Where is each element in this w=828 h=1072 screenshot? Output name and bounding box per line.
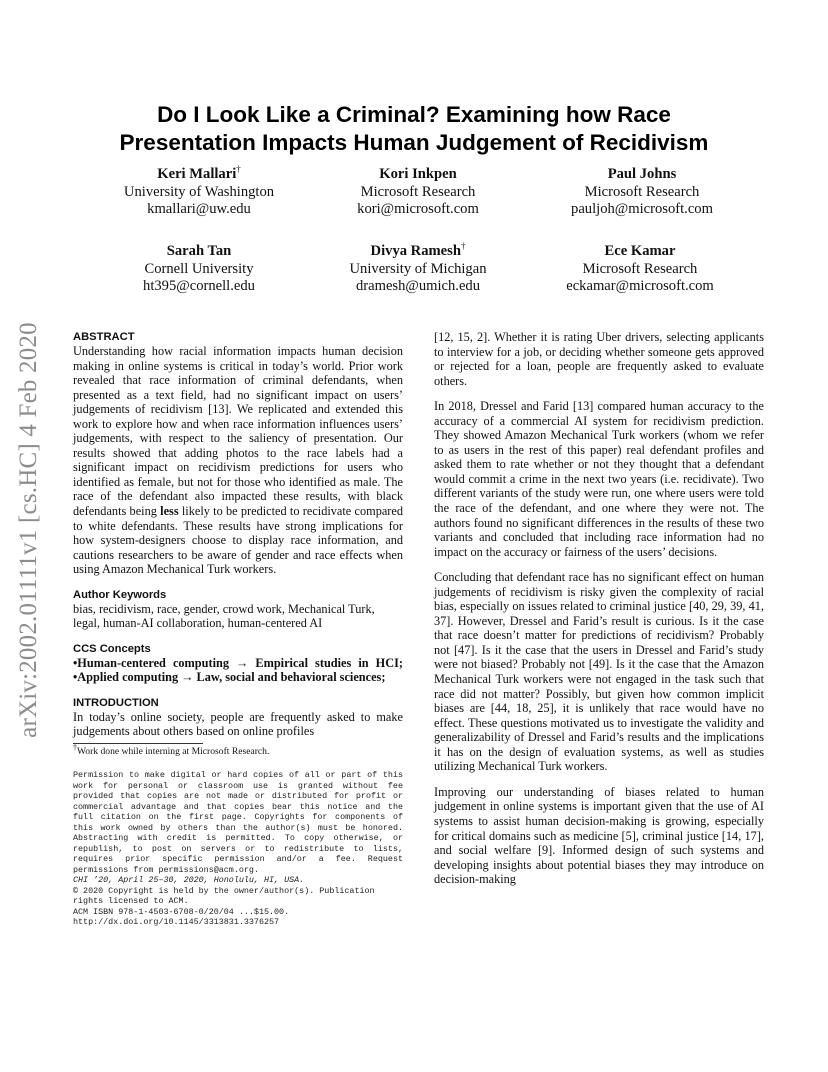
- permission-text: Permission to make digital or hard copies of all or part of this work for personal or classroom use is granted without fee provided that copies are not made or distributed for profit or commercial advantage and that copies bear this notice and the full citation on the first page. Copyrights for components of this work owned by others than the author(s) must be honored. Abstracting with credit is permitted. To copy otherwise, or republish, to post on servers or to redistribute to lists, requires prior specific permission and/or a fee. Request permissions from permissions@acm.org.: [73, 770, 403, 875]
- author-affiliation: Microsoft Research: [582, 260, 698, 277]
- footnote-divider: [73, 743, 203, 744]
- body-paragraph: In 2018, Dressel and Farid [13] compared human accuracy to the accuracy of a commercial AI system for recidivism prediction. They showed Amazon Mechanical Turk workers (whom we refer to as users in the rest of this paper) real defendant profiles and asked them to rate whether or not they thought that a defendant would commit a crime in the next two years (i.e. recidivate). Two different variants of the study were run, one where users were told the race of the defendant, and one where they were not. The authors found no significant differences in the results of these two variants and concluded that including race information had no impact on the accuracy or fairness of the users’ decisions.: [434, 399, 764, 559]
- body-paragraph: [12, 15, 2]. Whether it is rating Uber drivers, selecting applicants to interview for a job, or deciding whether someone gets approved or rejected for a loan, people are frequently asked to evaluate others.: [434, 330, 764, 388]
- author-name: Divya Ramesh: [370, 243, 461, 259]
- author-block: [520, 243, 760, 296]
- author-name: Sarah Tan: [166, 243, 232, 259]
- copyright-text: © 2020 Copyright is held by the owner/author(s). Publication rights licensed to ACM.: [73, 885, 375, 907]
- author-block: [522, 166, 762, 219]
- author-email: kmallari@uw.edu: [147, 201, 251, 217]
- abstract-heading: ABSTRACT: [73, 331, 135, 343]
- author-email: kori@microsoft.com: [357, 201, 479, 217]
- author-affiliation: Microsoft Research: [360, 183, 476, 200]
- author-email: pauljoh@microsoft.com: [571, 201, 713, 217]
- author-email: ht395@cornell.edu: [143, 278, 255, 294]
- doi-text: http://dx.doi.org/10.1145/3313831.3376257: [73, 917, 280, 928]
- title-line-2: Presentation Impacts Human Judgement of Recidivism: [119, 130, 709, 155]
- introduction-heading: INTRODUCTION: [73, 696, 159, 709]
- keywords-heading: Author Keywords: [73, 588, 167, 601]
- author-affiliation: University of Washington: [123, 183, 275, 200]
- abstract-text: Understanding how racial information impacts human decision making in online systems is critical in today’s world. Prior work revealed that race information of criminal defendants, when presented as a text field, had no significant impact on users’ judgements of recidivism [13]. We replicated and extended this work to explore how and when race information influences users’ judgements, with respect to the saliency of presentation. Our results showed that adding photos to the race labels had a significant impact on recidivism predictions for users who identified as female, but not for those who identified as male. The race of the defendant also impacted these results, with black defendants being less likely to be predicted to recidivate compared to white defendants. These results have strong implications for how system-designers choose to display race information, and cautions researchers to be aware of gender and race effects when using Amazon Mechanical Turk workers.: [73, 344, 404, 577]
- paper-title: [0, 101, 828, 157]
- author-block: [298, 166, 538, 219]
- isbn-text: ACM ISBN 978-1-4503-6708-0/20/04 ...$15.00.: [73, 906, 290, 917]
- author-name: Keri Mallari: [157, 166, 237, 182]
- ccs-heading: CCS Concepts: [73, 642, 151, 655]
- keywords-text: bias, recidivism, race, gender, crowd work, Mechanical Turk, legal, human-AI collaboration, human-centered AI: [73, 601, 375, 631]
- ccs-text: •Human-centered computing → Empirical studies in HCI; •Applied computing → Law, social and behavioral sciences;: [73, 655, 403, 685]
- dagger-mark: †: [460, 241, 466, 252]
- arxiv-id: arXiv:2002.01111v1 [cs.HC] 4 Feb 2020: [15, 322, 42, 738]
- author-block: [79, 243, 319, 296]
- author-affiliation: Cornell University: [144, 260, 254, 277]
- footnote-text: Work done while interning at Microsoft Research.: [77, 746, 270, 758]
- author-block: [79, 166, 319, 219]
- author-name: Paul Johns: [607, 166, 677, 182]
- right-column: [434, 330, 764, 887]
- author-email: dramesh@umich.edu: [355, 278, 481, 294]
- author-affiliation: University of Michigan: [349, 260, 487, 277]
- permission-block: [73, 770, 403, 928]
- venue-text: CHI ’20, April 25–30, 2020, Honolulu, HI, USA.: [73, 875, 305, 886]
- introduction-text: In today’s online society, people are frequently asked to make judgements about others based on online profiles: [73, 709, 403, 739]
- footnote-mark: †: [73, 742, 77, 752]
- left-column: [73, 330, 403, 928]
- footnote: [73, 742, 403, 758]
- abstract-emphasis: less: [160, 504, 179, 519]
- author-name: Kori Inkpen: [379, 166, 457, 182]
- author-block: [298, 243, 538, 296]
- dagger-mark: †: [236, 164, 241, 175]
- body-paragraph: Improving our understanding of biases related to human judgement in online systems is important given that the use of AI systems to assist human decision-making is growing, especially for critical domains such as medicine [5], criminal justice [14, 17], and social welfare [9]. Informed design of such systems and developing insights about potential biases they may introduce on decision-making: [434, 784, 764, 887]
- body-paragraph: Concluding that defendant race has no significant effect on human judgements of recidivism is risky given the complexity of racial bias, especially on issues related to criminal justice [40, 29, 39, 41, 37]. However, Dressel and Farid’s result is curious. Is it the case that race doesn’t matter for predictions of recidivism? Probably not [47]. Is it the case that the users in Dressel and Farid’s study were not biased? Probably not [49]. Is it the case that the Amazon Mechanical Turk workers were not engaged in the task such that race did not matter? Possibly, but given how common implicit biases are [44, 18, 25], it is unlikely that race would have no effect. These questions motivated us to investigate the validity and generalizability of Dressel and Farid’s results and the implications it has on the design of evaluation systems, as well as studies utilizing Mechanical Turk workers.: [434, 570, 764, 774]
- title-line-1: Do I Look Like a Criminal? Examining how Race: [157, 102, 671, 127]
- author-affiliation: Microsoft Research: [584, 183, 700, 200]
- author-name: Ece Kamar: [604, 243, 676, 259]
- author-email: eckamar@microsoft.com: [566, 278, 714, 294]
- arxiv-stamp: [14, 290, 44, 770]
